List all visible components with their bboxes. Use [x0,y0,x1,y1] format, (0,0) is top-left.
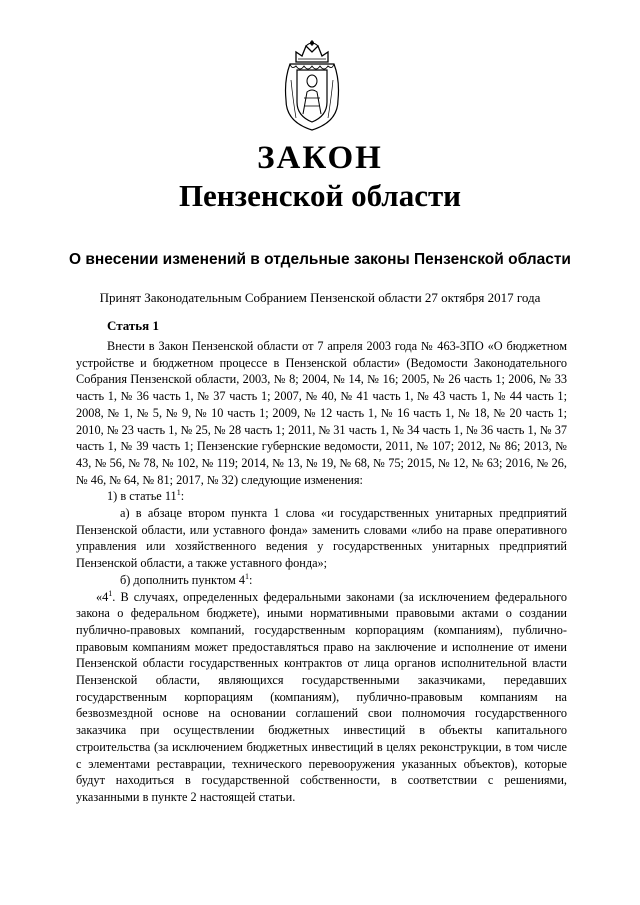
item-1-sup: 1 [176,488,181,498]
subitem-b-suffix: : [249,572,253,587]
subitem-b-sup: 1 [245,571,250,581]
document-subtitle: Пензенской области [178,178,462,213]
article-body [76,338,567,806]
coat-of-arms-icon [282,40,342,132]
item-1-prefix: 1) в статье 11 [107,489,177,504]
quote-text: . В случаях, определенных федеральными законами (за исключением федерального закона о федеральном бюджете), иными нормативными правовыми актами о создании публично-правовых компаний, государственным корпорациям (компаниям), публично-правовым компаниям может предоставляться право на заключение и исполнение от имени Пензенской области государственных контрактов от лица органов исполнительной власти Пензенской области, являющихся государственными заказчиками, передавших государственным корпорациям (компаниям), публично-правовым компаниям на безвозмездной основе на основании соглашений свои полномочия государственного заказчика при осуществлении бюджетных инвестиций в объекты капитального строительства (за исключением бюджетных инвестиций в целях реконструкции, в том числе с элементами реставрации, технического перевооружения указанных объектов), которые будут находиться в государственной собственности, в соответствии с решениями, указанными в пункте 2 настоящей статьи. [76,589,567,804]
adoption-date: Принят Законодательным Собранием Пензенской области 27 октября 2017 года [99,290,541,305]
article-heading: Статья 1 [107,318,159,333]
law-title: О внесении изменений в отдельные законы Пензенской области [69,251,571,268]
quoted-paragraph [76,589,567,806]
quote-sup: 1 [108,588,113,598]
quote-prefix: «4 [96,589,109,604]
document-title: ЗАКОН [257,140,383,176]
subitem-a: а) в абзаце втором пункта 1 слова «и государственных унитарных предприятий Пензенской области, или уставного фонда» заменить словами «либо на праве оперативного управления или хозяйственного ведения у государственных унитарных предприятий Пензенской области, а также уставного фонда»; [76,506,567,571]
subitem-b [76,572,567,589]
item-1 [76,488,567,505]
subitem-b-prefix: б) дополнить пунктом 4 [120,572,246,587]
item-1-suffix: : [180,489,185,504]
article-intro: Внести в Закон Пензенской области от 7 апреля 2003 года № 463-ЗПО «О бюджетном устройстве и бюджетном процессе в Пензенской области» (Ведомости Законодательного Собрания Пензенской области, 2003, № 8; 2004, № 14, № 16; 2005, № 26 часть 1; 2006, № 33 часть 1, № 36 часть 1, № 37 часть 1; 2007, № 40, № 41 часть 1, № 43 часть 1, № 44 часть 1; 2008, № 1, № 5, № 9, № 10 часть 1; 2009, № 12 часть 1, № 16 часть 1, № 18, № 20 часть 1; 2010, № 23 часть 1, № 25, № 28 часть 1; 2011, № 31 часть 1, № 34 часть 1, № 36 часть 1, № 37 часть 1, № 39 часть 1; Пензенские губернские ведомости, 2011, № 107; 2012, № 86; 2013, № 43, № 56, № 78, № 102, № 119; 2014, № 13, № 19, № 68, № 75; 2015, № 12, № 63; 2016, № 26, № 46, № 64, № 81; 2017, № 32) следующие изменения: [76,339,567,487]
